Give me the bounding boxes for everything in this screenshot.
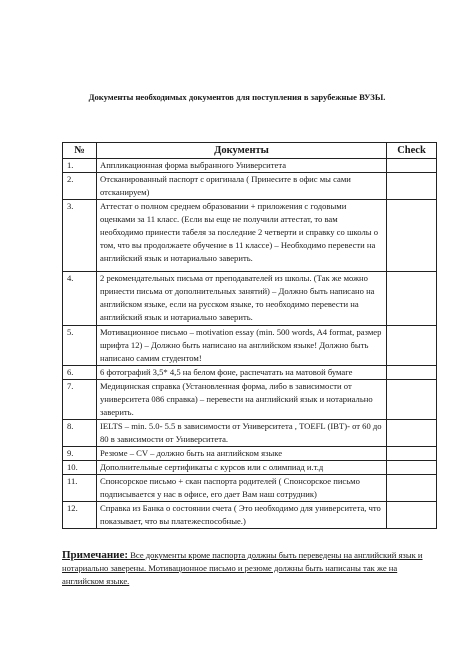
table-row xyxy=(63,420,437,447)
row-check-cell[interactable] xyxy=(387,366,437,380)
table-row xyxy=(63,200,437,272)
row-number: 6. xyxy=(63,366,97,380)
row-number: 11. xyxy=(63,475,97,502)
page-title: Документы необходимых документов для поступления в зарубежные ВУЗЫ. xyxy=(88,92,386,102)
row-number: 9. xyxy=(63,447,97,461)
row-check-cell[interactable] xyxy=(387,502,437,529)
row-document: 6 фотографий 3,5* 4,5 на белом фоне, распечатать на матовой бумаге xyxy=(97,366,387,380)
row-check-cell[interactable] xyxy=(387,380,437,420)
table-row xyxy=(63,326,437,366)
row-document: IELTS – min. 5.0- 5.5 в зависимости от Университета , TOEFL (IBT)- от 60 до 80 в зависимости от Университета. xyxy=(97,420,387,447)
header-documents: Документы xyxy=(97,143,387,159)
row-document: Дополнительные сертификаты с курсов или с олимпиад и.т.д xyxy=(97,461,387,475)
row-document: Отсканированный паспорт с оригинала ( Принесите в офис мы сами отсканируем) xyxy=(97,173,387,200)
table-row xyxy=(63,502,437,529)
header-num: № xyxy=(63,143,97,159)
row-document: Аттестат о полном среднем образовании + приложения с годовыми оценками за 11 класс. (Если вы еще не получили аттестат, то вам необходимо принести табеля за последние 2 четверти и справку со школы о том, что вы продолжаете обучение в 11 классе) – Необходимо перевести на английский язык и нотариально заверить. xyxy=(97,200,387,272)
row-number: 12. xyxy=(63,502,97,529)
documents-table xyxy=(62,142,437,529)
row-check-cell[interactable] xyxy=(387,447,437,461)
table-row xyxy=(63,272,437,326)
note-label: Примечание: xyxy=(62,549,129,561)
row-check-cell[interactable] xyxy=(387,173,437,200)
table-header-row xyxy=(63,143,437,159)
row-number: 8. xyxy=(63,420,97,447)
row-number: 1. xyxy=(63,159,97,173)
table-row xyxy=(63,366,437,380)
table-row xyxy=(63,475,437,502)
row-number: 10. xyxy=(63,461,97,475)
row-document: Резюме – CV – должно быть на английском языке xyxy=(97,447,387,461)
row-number: 7. xyxy=(63,380,97,420)
row-check-cell[interactable] xyxy=(387,475,437,502)
table-row xyxy=(63,173,437,200)
row-check-cell[interactable] xyxy=(387,200,437,272)
row-number: 2. xyxy=(63,173,97,200)
header-check: Check xyxy=(387,143,437,159)
row-document: Мотивационное письмо – motivation essay (min. 500 words, A4 format, размер шрифта 12) – Должно быть написано на английском языке! Должно быть написано самим студентом! xyxy=(97,326,387,366)
row-document: Спонсорское письмо + скан паспорта родителей ( Спонсорское письмо подписывается у нас в офисе, его дает Вам наш сотрудник) xyxy=(97,475,387,502)
row-document: 2 рекомендательных письма от преподавателей из школы. (Так же можно принести письма от дополнительных занятий) – Должно быть написано на английском языке, если на русском языке, то необходимо перевести на английский язык и нотариально заверить. xyxy=(97,272,387,326)
row-check-cell[interactable] xyxy=(387,461,437,475)
row-check-cell[interactable] xyxy=(387,159,437,173)
row-document: Аппликационная форма выбранного Университета xyxy=(97,159,387,173)
row-number: 5. xyxy=(63,326,97,366)
row-number: 4. xyxy=(63,272,97,326)
table-row xyxy=(63,159,437,173)
row-document: Медицинская справка (Установленная форма, либо в зависимости от университета 086 справка) – перевести на английский язык и нотариально заверить. xyxy=(97,380,387,420)
table-row xyxy=(63,461,437,475)
table-row xyxy=(63,447,437,461)
note-text: Все документы кроме паспорта должны быть переведены на английский язык и нотариально заверены. Мотивационное письмо и резюме должны быть написаны так же на английском языке. xyxy=(62,550,423,586)
row-check-cell[interactable] xyxy=(387,420,437,447)
row-check-cell[interactable] xyxy=(387,326,437,366)
note-paragraph xyxy=(62,549,438,588)
row-document: Справка из Банка о состоянии счета ( Это необходимо для университета, что показывает, что вы платежеспособные.) xyxy=(97,502,387,529)
row-check-cell[interactable] xyxy=(387,272,437,326)
table-row xyxy=(63,380,437,420)
row-number: 3. xyxy=(63,200,97,272)
